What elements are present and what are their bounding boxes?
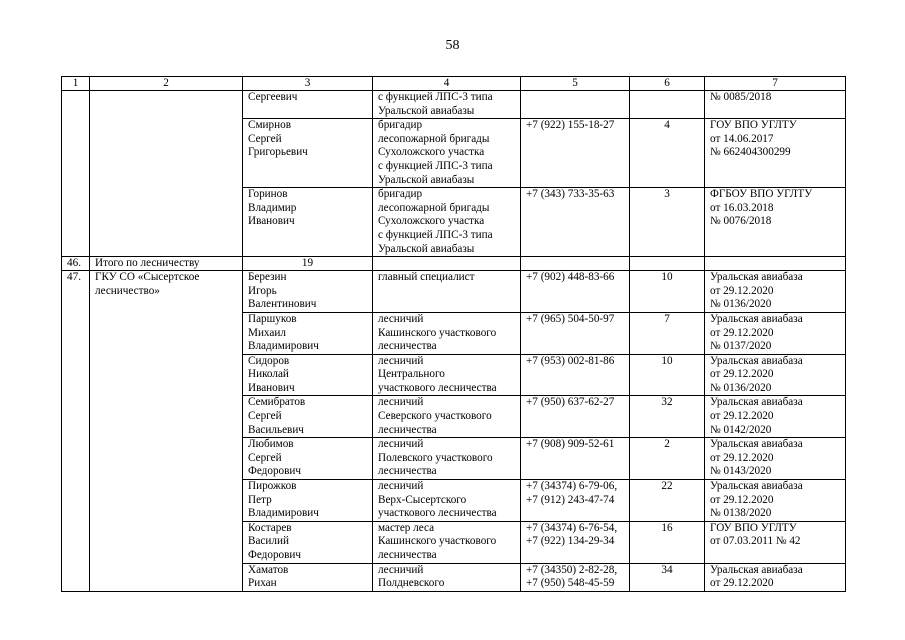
cell-line: Игорь <box>248 284 277 297</box>
person-count: 3 <box>630 188 705 257</box>
row-number: 46. <box>62 257 90 271</box>
cell-line: Уральская авиабаза <box>710 438 803 451</box>
row-number-cell <box>62 91 90 257</box>
person-phone <box>521 438 630 480</box>
person-name <box>243 354 373 396</box>
total-label: Итого по лесничеству <box>90 257 243 271</box>
person-phone <box>521 91 630 119</box>
person-position <box>373 438 521 480</box>
person-position <box>373 563 521 591</box>
cell-line: Северского участкового <box>378 410 492 423</box>
cell-line: Валентинович <box>248 298 317 311</box>
cell-line: Уральской авиабазы <box>378 104 475 117</box>
column-number: 1 <box>62 77 90 91</box>
cell-line: Уральская авиабаза <box>710 312 803 325</box>
cell-line: Горинов <box>248 188 288 201</box>
person-name <box>243 91 373 119</box>
organization-name <box>90 271 243 592</box>
person-education <box>705 119 846 188</box>
empty-cell <box>373 257 521 271</box>
table-row <box>62 271 846 313</box>
cell-line: ГКУ СО «Сысертское <box>95 271 200 284</box>
person-phone <box>521 396 630 438</box>
person-phone <box>521 119 630 188</box>
cell-line: лесничий <box>378 312 424 325</box>
total-value: 19 <box>243 257 373 271</box>
cell-line: Уральской авиабазы <box>378 242 475 255</box>
person-education <box>705 396 846 438</box>
table-body <box>62 91 846 592</box>
column-number: 5 <box>521 77 630 91</box>
cell-line: участкового лесничества <box>378 381 497 394</box>
person-name <box>243 521 373 563</box>
person-name <box>243 438 373 480</box>
empty-cell <box>521 257 630 271</box>
cell-line: Владимир <box>248 201 297 214</box>
organization-cell <box>90 91 243 257</box>
cell-line: лесничий <box>378 480 424 493</box>
cell-line: Уральская авиабаза <box>710 396 803 409</box>
person-name <box>243 188 373 257</box>
cell-line: +7 (34374) 6-79-06, <box>526 480 618 493</box>
cell-line: Иванович <box>248 215 295 228</box>
cell-line: Сергей <box>248 132 282 145</box>
person-education <box>705 312 846 354</box>
person-position <box>373 119 521 188</box>
cell-line: Владимирович <box>248 507 319 520</box>
person-phone <box>521 521 630 563</box>
person-phone <box>521 354 630 396</box>
column-number: 2 <box>90 77 243 91</box>
cell-line: Березин <box>248 271 287 284</box>
cell-line: участкового лесничества <box>378 507 497 520</box>
person-phone <box>521 312 630 354</box>
cell-line: Васильевич <box>248 423 304 436</box>
cell-line: Уральская авиабаза <box>710 563 803 576</box>
person-count: 10 <box>630 271 705 313</box>
person-phone <box>521 563 630 591</box>
cell-line: с функцией ЛПС-3 типа <box>378 159 493 172</box>
person-count: 16 <box>630 521 705 563</box>
column-number: 7 <box>705 77 846 91</box>
cell-line: Сергей <box>248 410 282 423</box>
cell-line: лесничий <box>378 438 424 451</box>
cell-line: от 29.12.2020 <box>710 451 774 464</box>
cell-line: № 0137/2020 <box>710 340 772 353</box>
column-number: 4 <box>373 77 521 91</box>
cell-line: +7 (902) 448-83-66 <box>526 271 615 284</box>
cell-line: Паршуков <box>248 312 297 325</box>
cell-line: № 0136/2020 <box>710 298 772 311</box>
person-position <box>373 188 521 257</box>
cell-line: от 07.03.2011 № 42 <box>710 535 801 548</box>
cell-line: бригадир <box>378 119 423 132</box>
cell-line: лесничий <box>378 396 424 409</box>
cell-line: Федорович <box>248 549 302 561</box>
cell-line: +7 (34350) 2-82-28, <box>526 563 618 576</box>
cell-line: Уральская авиабаза <box>710 480 803 493</box>
person-count: 22 <box>630 480 705 522</box>
person-position <box>373 521 521 563</box>
cell-line: № 0142/2020 <box>710 423 772 436</box>
cell-line: +7 (965) 504-50-97 <box>526 312 615 325</box>
cell-line: Григорьевич <box>248 146 308 159</box>
person-count: 34 <box>630 563 705 591</box>
cell-line: +7 (922) 155-18-27 <box>526 119 615 132</box>
cell-line: Рихан <box>248 577 277 590</box>
person-position <box>373 396 521 438</box>
cell-line: +7 (953) 002-81-86 <box>526 354 615 367</box>
person-name <box>243 271 373 313</box>
cell-line: Сергей <box>248 451 282 464</box>
cell-line: лесничий <box>378 563 424 576</box>
cell-line: +7 (34374) 6-76-54, <box>526 521 618 534</box>
cell-line: мастер леса <box>378 521 435 534</box>
cell-line: Федорович <box>248 465 302 478</box>
cell-line: Костарев <box>248 521 292 534</box>
cell-line: от 29.12.2020 <box>710 577 774 590</box>
cell-line: Николай <box>248 368 289 381</box>
cell-line: главный специалист <box>378 271 475 284</box>
person-position <box>373 312 521 354</box>
person-phone <box>521 271 630 313</box>
cell-line: +7 (950) 637-62-27 <box>526 396 615 409</box>
cell-line: +7 (950) 548-45-59 <box>526 577 615 590</box>
cell-line: от 29.12.2020 <box>710 326 774 339</box>
cell-line: от 29.12.2020 <box>710 368 774 381</box>
person-phone <box>521 188 630 257</box>
cell-line: лесничества <box>378 549 437 561</box>
cell-line: +7 (912) 243-47-74 <box>526 493 615 506</box>
cell-line: лесопожарной бригады <box>378 201 490 214</box>
cell-line: Уральская авиабаза <box>710 354 803 367</box>
person-count: 32 <box>630 396 705 438</box>
cell-line: Сухоложского участка <box>378 215 485 228</box>
cell-line: от 29.12.2020 <box>710 493 774 506</box>
cell-line: ГОУ ВПО УГЛТУ <box>710 119 797 132</box>
cell-line: Сидоров <box>248 354 290 367</box>
cell-line: Кашинского участкового <box>378 326 497 339</box>
cell-line: Иванович <box>248 381 295 394</box>
cell-line: лесничество» <box>95 284 160 297</box>
cell-line: Пирожков <box>248 480 297 493</box>
cell-line: № 0143/2020 <box>710 465 772 478</box>
cell-line: лесничества <box>378 465 437 478</box>
cell-line: +7 (343) 733-35-63 <box>526 188 615 201</box>
cell-line: № 0085/2018 <box>710 91 772 103</box>
person-education <box>705 480 846 522</box>
cell-line: лесничества <box>378 340 437 353</box>
cell-line: № 0138/2020 <box>710 507 772 520</box>
person-education <box>705 91 846 119</box>
cell-line: Полдневского <box>378 577 445 590</box>
person-name <box>243 119 373 188</box>
cell-line: лесопожарной бригады <box>378 132 490 145</box>
person-name <box>243 480 373 522</box>
total-row <box>62 257 846 271</box>
table-row <box>62 91 846 119</box>
person-name <box>243 312 373 354</box>
cell-line: № 0076/2018 <box>710 215 772 228</box>
cell-line: от 14.06.2017 <box>710 132 774 145</box>
page-number: 58 <box>445 38 460 53</box>
person-name <box>243 396 373 438</box>
cell-line: Василий <box>248 535 289 548</box>
person-count: 4 <box>630 119 705 188</box>
cell-line: лесничий <box>378 354 424 367</box>
person-count <box>630 91 705 119</box>
cell-line: Любимов <box>248 438 294 451</box>
empty-cell <box>705 257 846 271</box>
cell-line: Верх-Сысертского <box>378 493 467 506</box>
person-education <box>705 521 846 563</box>
cell-line: Сергеевич <box>248 91 298 103</box>
cell-line: с функцией ЛПС-3 типа <box>378 228 493 241</box>
cell-line: Уральской авиабазы <box>378 173 475 186</box>
person-education <box>705 188 846 257</box>
cell-line: Владимирович <box>248 340 319 353</box>
person-position <box>373 354 521 396</box>
person-education <box>705 438 846 480</box>
cell-line: с функцией ЛПС-3 типа <box>378 91 493 103</box>
person-count: 2 <box>630 438 705 480</box>
cell-line: от 16.03.2018 <box>710 201 774 214</box>
cell-line: Кашинского участкового <box>378 535 497 548</box>
empty-cell <box>630 257 705 271</box>
cell-line: Центрального <box>378 368 445 381</box>
person-position <box>373 91 521 119</box>
cell-line: +7 (908) 909-52-61 <box>526 438 615 451</box>
person-education <box>705 354 846 396</box>
column-number-row <box>62 77 846 91</box>
cell-line: Семибратов <box>248 396 306 409</box>
cell-line: бригадир <box>378 188 423 201</box>
cell-line: от 29.12.2020 <box>710 410 774 423</box>
cell-line: лесничества <box>378 423 437 436</box>
person-phone <box>521 480 630 522</box>
cell-line: ФГБОУ ВПО УГЛТУ <box>710 188 813 201</box>
cell-line: Уральская авиабаза <box>710 271 803 284</box>
person-count: 7 <box>630 312 705 354</box>
cell-line: № 662404300299 <box>710 146 791 159</box>
person-name <box>243 563 373 591</box>
cell-line: +7 (922) 134-29-34 <box>526 535 615 548</box>
cell-line: Полевского участкового <box>378 451 493 464</box>
person-position <box>373 271 521 313</box>
cell-line: Михаил <box>248 326 286 339</box>
cell-line: Сухоложского участка <box>378 146 485 159</box>
column-number: 6 <box>630 77 705 91</box>
person-education <box>705 271 846 313</box>
cell-line: ГОУ ВПО УГЛТУ <box>710 521 797 534</box>
staff-table <box>61 76 846 592</box>
person-position <box>373 480 521 522</box>
person-education <box>705 563 846 591</box>
cell-line: Смирнов <box>248 119 291 132</box>
cell-line: Петр <box>248 493 272 506</box>
cell-line: № 0136/2020 <box>710 381 772 394</box>
cell-line: от 29.12.2020 <box>710 284 774 297</box>
row-number: 47. <box>62 271 90 592</box>
column-number: 3 <box>243 77 373 91</box>
person-count: 10 <box>630 354 705 396</box>
cell-line: Хаматов <box>248 563 289 576</box>
